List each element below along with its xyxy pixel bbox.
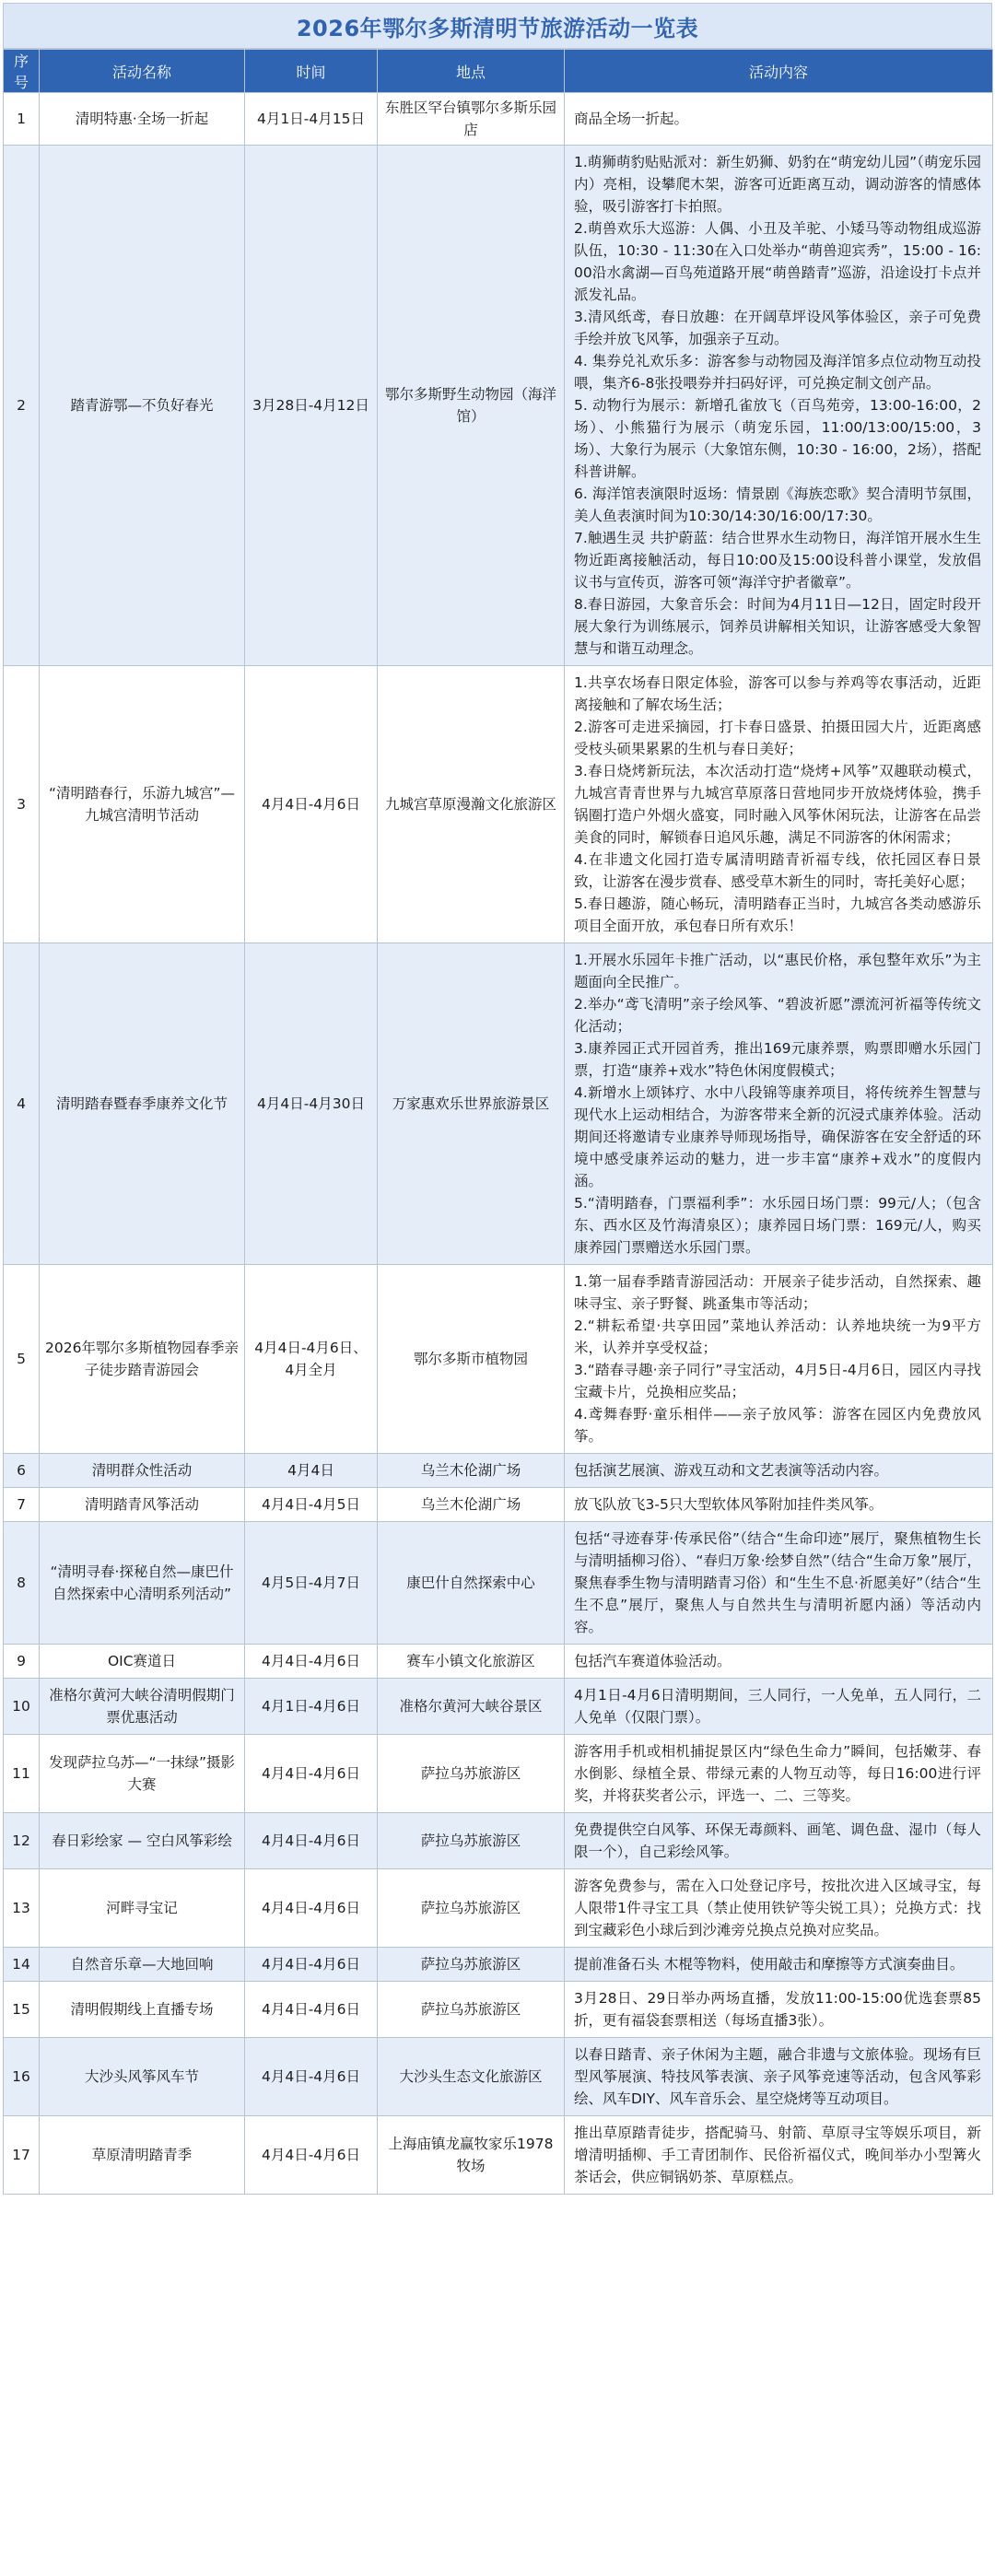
activity-content <box>565 93 993 146</box>
content-paragraph: 3.清风纸鸢，春日放趣：在开阔草坪设风筝体验区，亲子可免费手绘并放飞风筝，加强亲子互动。 <box>574 309 981 347</box>
activity-location: 赛车小镇文化旅游区 <box>378 1645 565 1679</box>
activity-time: 4月1日-4月15日 <box>245 93 378 146</box>
row-index: 13 <box>4 1869 40 1948</box>
activity-content <box>565 2038 993 2116</box>
activity-time: 4月4日-4月6日 <box>245 1813 378 1869</box>
activity-name: 发现萨拉乌苏—“一抹绿”摄影大赛 <box>40 1735 245 1813</box>
content-paragraph: 商品全场一折起。 <box>574 111 689 127</box>
activity-time: 4月4日-4月6日 <box>245 1645 378 1679</box>
content-paragraph: 3.春日烧烤新玩法，本次活动打造“烧烤+风筝”双趣联动模式，九城宫青青世界与九城宫草原落日营地同步开放烧烤体验，携手锅圈打造户外烟火盛宴，同时融入风筝休闲玩法，让游客在品尝美食的同时，解锁春日追风乐趣，满足不同游客的休闲需求； <box>574 763 981 846</box>
activity-content <box>565 1679 993 1735</box>
content-paragraph: 6. 海洋馆表演限时返场：情景剧《海族恋歌》契合清明节氛围，美人鱼表演时间为10:30/14:30/16:00/17:30。 <box>574 486 981 524</box>
table-row <box>4 666 993 943</box>
activity-time: 4月4日-4月6日 <box>245 1948 378 1982</box>
content-paragraph: 4月1日-4月6日清明期间，三人同行，一人免单，五人同行，二人免单（仅限门票）。 <box>574 1687 981 1726</box>
row-index: 16 <box>4 2038 40 2116</box>
table-row <box>4 1813 993 1869</box>
activity-name: 清明假期线上直播专场 <box>40 1982 245 2038</box>
content-paragraph: 2.“耕耘希望·共享田园”菜地认养活动：认养地块统一为9平方米，认养并享受权益； <box>574 1317 981 1356</box>
activity-time: 4月4日-4月30日 <box>245 943 378 1265</box>
activity-location: 九城宫草原漫瀚文化旅游区 <box>378 666 565 943</box>
content-paragraph: 包括“寻迹春芽·传承民俗”（结合“生命印迹”展厅，聚焦植物生长与清明插柳习俗）、“春归万象·绘梦自然”（结合“生命万象”展厅，聚焦春季生物与清明踏青习俗）和“生生不息·祈愿美好”（结合“生生不息”展厅，聚焦人与自然共生与清明祈愿内涵）等活动内容。 <box>574 1530 981 1635</box>
row-index: 1 <box>4 93 40 146</box>
activity-time: 4月4日-4月6日 <box>245 666 378 943</box>
activity-name: 清明踏春暨春季康养文化节 <box>40 943 245 1265</box>
activity-time: 4月4日-4月6日 <box>245 1735 378 1813</box>
row-index: 6 <box>4 1454 40 1488</box>
activity-time: 4月4日-4月6日 <box>245 1869 378 1948</box>
activity-name: 清明特惠·全场一折起 <box>40 93 245 146</box>
activity-content <box>565 1982 993 2038</box>
activity-content <box>565 2116 993 2195</box>
content-paragraph: 8.春日游园，大象音乐会：时间为4月11日—12日，固定时段开展大象行为训练展示，饲养员讲解相关知识，让游客感受大象智慧与和谐互动理念。 <box>574 596 981 657</box>
activity-table <box>3 49 993 2195</box>
activity-location: 萨拉乌苏旅游区 <box>378 1982 565 2038</box>
row-index: 11 <box>4 1735 40 1813</box>
activity-name: 2026年鄂尔多斯植物园春季亲子徒步踏青游园会 <box>40 1265 245 1454</box>
activity-name: 清明群众性活动 <box>40 1454 245 1488</box>
activity-time: 4月4日-4月6日 <box>245 1982 378 2038</box>
content-paragraph: 1.开展水乐园年卡推广活动，以“惠民价格，承包整年欢乐”为主题面向全民推广。 <box>574 952 981 990</box>
content-paragraph: 以春日踏青、亲子休闲为主题，融合非遗与文旅体验。现场有巨型风筝展演、特技风筝表演、亲子风筝竞速等活动，包含风筝彩绘、风车DIY、风车音乐会、星空烧烤等互动项目。 <box>574 2046 981 2107</box>
activity-location: 乌兰木伦湖广场 <box>378 1488 565 1522</box>
activity-content <box>565 1454 993 1488</box>
row-index: 9 <box>4 1645 40 1679</box>
content-paragraph: 3.“踏春寻趣·亲子同行”寻宝活动，4月5日-4月6日，园区内寻找宝藏卡片，兑换相应奖品； <box>574 1362 981 1400</box>
activity-name: “清明寻春·探秘自然—康巴什自然探索中心清明系列活动” <box>40 1522 245 1645</box>
row-index: 4 <box>4 943 40 1265</box>
content-paragraph: 4.在非遗文化园打造专属清明踏青祈福专线，依托园区春日景致，让游客在漫步赏春、感受草木新生的同时，寄托美好心愿； <box>574 851 981 890</box>
activity-name: 草原清明踏青季 <box>40 2116 245 2195</box>
page-title: 2026年鄂尔多斯清明节旅游活动一览表 <box>3 3 992 49</box>
row-index: 3 <box>4 666 40 943</box>
content-paragraph: 免费提供空白风筝、环保无毒颜料、画笔、调色盘、湿巾（每人限一个），自己彩绘风筝。 <box>574 1821 981 1860</box>
table-row <box>4 146 993 666</box>
activity-time: 4月4日-4月6日 <box>245 2116 378 2195</box>
row-index: 15 <box>4 1982 40 2038</box>
activity-time: 4月4日 <box>245 1454 378 1488</box>
table-row <box>4 1454 993 1488</box>
activity-location: 康巴什自然探索中心 <box>378 1522 565 1645</box>
content-paragraph: 4.新增水上颂钵疗、水中八段锦等康养项目，将传统养生智慧与现代水上运动相结合，为游客带来全新的沉浸式康养体验。活动期间还将邀请专业康养导师现场指导，确保游客在安全舒适的环境中感受康养运动的魅力，进一步丰富“康养+戏水”的度假内涵。 <box>574 1084 981 1189</box>
content-paragraph: 7.触遇生灵 共护蔚蓝：结合世界水生动物日，海洋馆开展水生生物近距离接触活动，每日10:00及15:00设科普小课堂，发放倡议书与宣传页，游客可领“海洋守护者徽章”。 <box>574 530 981 591</box>
activity-location: 萨拉乌苏旅游区 <box>378 1735 565 1813</box>
table-row <box>4 943 993 1265</box>
table-row <box>4 1679 993 1735</box>
content-paragraph: 1.第一届春季踏青游园活动：开展亲子徒步活动，自然探索、趣味寻宝、亲子野餐、跳蚤集市等活动； <box>574 1273 981 1312</box>
content-paragraph: 4.鸢舞春野·童乐相伴——亲子放风筝：游客在园区内免费放风筝。 <box>574 1406 981 1445</box>
row-index: 8 <box>4 1522 40 1645</box>
activity-name: “清明踏春行，乐游九城宫”—九城宫清明节活动 <box>40 666 245 943</box>
row-index: 7 <box>4 1488 40 1522</box>
content-paragraph: 1.共享农场春日限定体验，游客可以参与养鸡等农事活动，近距离接触和了解农场生活； <box>574 674 981 713</box>
content-paragraph: 包括汽车赛道体验活动。 <box>574 1653 732 1669</box>
activity-location: 上海庙镇龙赢牧家乐1978牧场 <box>378 2116 565 2195</box>
header-location: 地点 <box>378 50 565 93</box>
content-paragraph: 推出草原踏青徒步，搭配骑马、射箭、草原寻宝等娱乐项目，新增清明插柳、手工青团制作、民俗祈福仪式，晚间举办小型篝火茶话会，供应铜锅奶茶、草原糕点。 <box>574 2125 981 2185</box>
header-index: 序号 <box>4 50 40 93</box>
header-name: 活动名称 <box>40 50 245 93</box>
content-paragraph: 放飞队放飞3-5只大型软体风筝附加挂件类风筝。 <box>574 1496 884 1513</box>
activity-time: 4月4日-4月6日、4月全月 <box>245 1265 378 1454</box>
activity-time: 3月28日-4月12日 <box>245 146 378 666</box>
content-paragraph: 3.康养园正式开园首秀，推出169元康养票，购票即赠水乐园门票，打造“康养+戏水”特色休闲度假模式； <box>574 1040 981 1079</box>
content-paragraph: 游客用手机或相机捕捉景区内“绿色生命力”瞬间，包括嫩芽、春水倒影、绿植全景、带绿元素的人物互动等，每日16:00进行评奖，并将获奖者公示，评选一、二、三等奖。 <box>574 1743 981 1804</box>
content-paragraph: 1.萌狮萌豹贴贴派对：新生奶狮、奶豹在“萌宠幼儿园”（萌宠乐园内）亮相，设攀爬木架，游客可近距离互动，调动游客的情感体验，吸引游客打卡拍照。 <box>574 154 981 215</box>
activity-content <box>565 1488 993 1522</box>
activity-sheet <box>3 3 992 2195</box>
content-paragraph: 3月28日、29日举办两场直播，发放11:00-15:00优选套票85折，更有福袋套票相送（每场直播3张）。 <box>574 1990 981 2029</box>
row-index: 2 <box>4 146 40 666</box>
content-paragraph: 5.“清明踏春，门票福利季”：水乐园日场门票：99元/人；（包含东、西水区及竹海清泉区）；康养园日场门票：169元/人，购买康养园门票赠送水乐园门票。 <box>574 1195 981 1256</box>
activity-content <box>565 1522 993 1645</box>
activity-content <box>565 146 993 666</box>
activity-content <box>565 1869 993 1948</box>
activity-location: 鄂尔多斯野生动物园（海洋馆） <box>378 146 565 666</box>
activity-name: 河畔寻宝记 <box>40 1869 245 1948</box>
row-index: 5 <box>4 1265 40 1454</box>
content-paragraph: 5.春日趣游，随心畅玩，清明踏春正当时，九城宫各类动感游乐项目全面开放，承包春日所有欢乐！ <box>574 896 981 934</box>
activity-time: 4月4日-4月6日 <box>245 2038 378 2116</box>
content-paragraph: 5. 动物行为展示：新增孔雀放飞（百鸟苑旁，13:00-16:00，2场）、小熊猫行为展示（萌宠乐园，11:00/13:00/15:00，3场）、大象行为展示（大象馆东侧，10:30 - 16:00，2场），搭配科普讲解。 <box>574 397 981 480</box>
activity-name: 踏青游鄂—不负好春光 <box>40 146 245 666</box>
content-paragraph: 2.举办“鸢飞清明”亲子绘风筝、“碧波祈愿”漂流河祈福等传统文化活动； <box>574 996 981 1035</box>
row-index: 12 <box>4 1813 40 1869</box>
activity-time: 4月4日-4月5日 <box>245 1488 378 1522</box>
activity-content <box>565 1265 993 1454</box>
activity-content <box>565 1645 993 1679</box>
activity-name: 自然音乐章—大地回响 <box>40 1948 245 1982</box>
activity-location: 萨拉乌苏旅游区 <box>378 1813 565 1869</box>
activity-name: OIC赛道日 <box>40 1645 245 1679</box>
table-row <box>4 2038 993 2116</box>
activity-location: 准格尔黄河大峡谷景区 <box>378 1679 565 1735</box>
activity-location: 东胜区罕台镇鄂尔多斯乐园店 <box>378 93 565 146</box>
table-row <box>4 2116 993 2195</box>
activity-location: 萨拉乌苏旅游区 <box>378 1869 565 1948</box>
activity-location: 鄂尔多斯市植物园 <box>378 1265 565 1454</box>
row-index: 10 <box>4 1679 40 1735</box>
activity-location: 萨拉乌苏旅游区 <box>378 1948 565 1982</box>
activity-name: 准格尔黄河大峡谷清明假期门票优惠活动 <box>40 1679 245 1735</box>
row-index: 17 <box>4 2116 40 2195</box>
content-paragraph: 4. 集券兑礼欢乐多：游客参与动物园及海洋馆多点位动物互动投喂，集齐6-8张投喂券并扫码好评，可兑换定制文创产品。 <box>574 353 981 392</box>
table-row <box>4 1948 993 1982</box>
table-header-row <box>4 50 993 93</box>
activity-content <box>565 1813 993 1869</box>
activity-content <box>565 666 993 943</box>
activity-name: 清明踏青风筝活动 <box>40 1488 245 1522</box>
content-paragraph: 提前准备石头 木棍等物料，使用敲击和摩擦等方式演奏曲目。 <box>574 1956 965 1973</box>
activity-name: 春日彩绘家 — 空白风筝彩绘 <box>40 1813 245 1869</box>
table-row <box>4 93 993 146</box>
activity-location: 大沙头生态文化旅游区 <box>378 2038 565 2116</box>
activity-location: 万家惠欢乐世界旅游景区 <box>378 943 565 1265</box>
activity-name: 大沙头风筝风车节 <box>40 2038 245 2116</box>
table-row <box>4 1265 993 1454</box>
activity-content <box>565 1735 993 1813</box>
content-paragraph: 2.萌兽欢乐大巡游：人偶、小丑及羊驼、小矮马等动物组成巡游队伍，10:30 - 11:30在入口处举办“萌兽迎宾秀”，15:00 - 16:00沿水禽湖—百鸟苑道路开展“萌兽踏青”巡游，沿途设打卡点并派发礼品。 <box>574 220 981 303</box>
activity-time: 4月5日-4月7日 <box>245 1522 378 1645</box>
activity-time: 4月1日-4月6日 <box>245 1679 378 1735</box>
activity-location: 乌兰木伦湖广场 <box>378 1454 565 1488</box>
activity-content <box>565 1948 993 1982</box>
content-paragraph: 游客免费参与，需在入口处登记序号，按批次进入区域寻宝，每人限带1件寻宝工具（禁止使用铁铲等尖锐工具）；兑换方式：找到宝藏彩色小球后到沙滩旁兑换点兑换对应奖品。 <box>574 1878 981 1938</box>
table-row <box>4 1522 993 1645</box>
table-body <box>4 93 993 2195</box>
row-index: 14 <box>4 1948 40 1982</box>
table-row <box>4 1982 993 2038</box>
table-row <box>4 1869 993 1948</box>
activity-content <box>565 943 993 1265</box>
header-time: 时间 <box>245 50 378 93</box>
table-row <box>4 1645 993 1679</box>
content-paragraph: 2.游客可走进采摘园，打卡春日盛景、拍摄田园大片，近距离感受枝头硕果累累的生机与春日美好； <box>574 719 981 757</box>
table-row <box>4 1488 993 1522</box>
header-content: 活动内容 <box>565 50 993 93</box>
content-paragraph: 包括演艺展演、游戏互动和文艺表演等活动内容。 <box>574 1462 889 1479</box>
table-row <box>4 1735 993 1813</box>
